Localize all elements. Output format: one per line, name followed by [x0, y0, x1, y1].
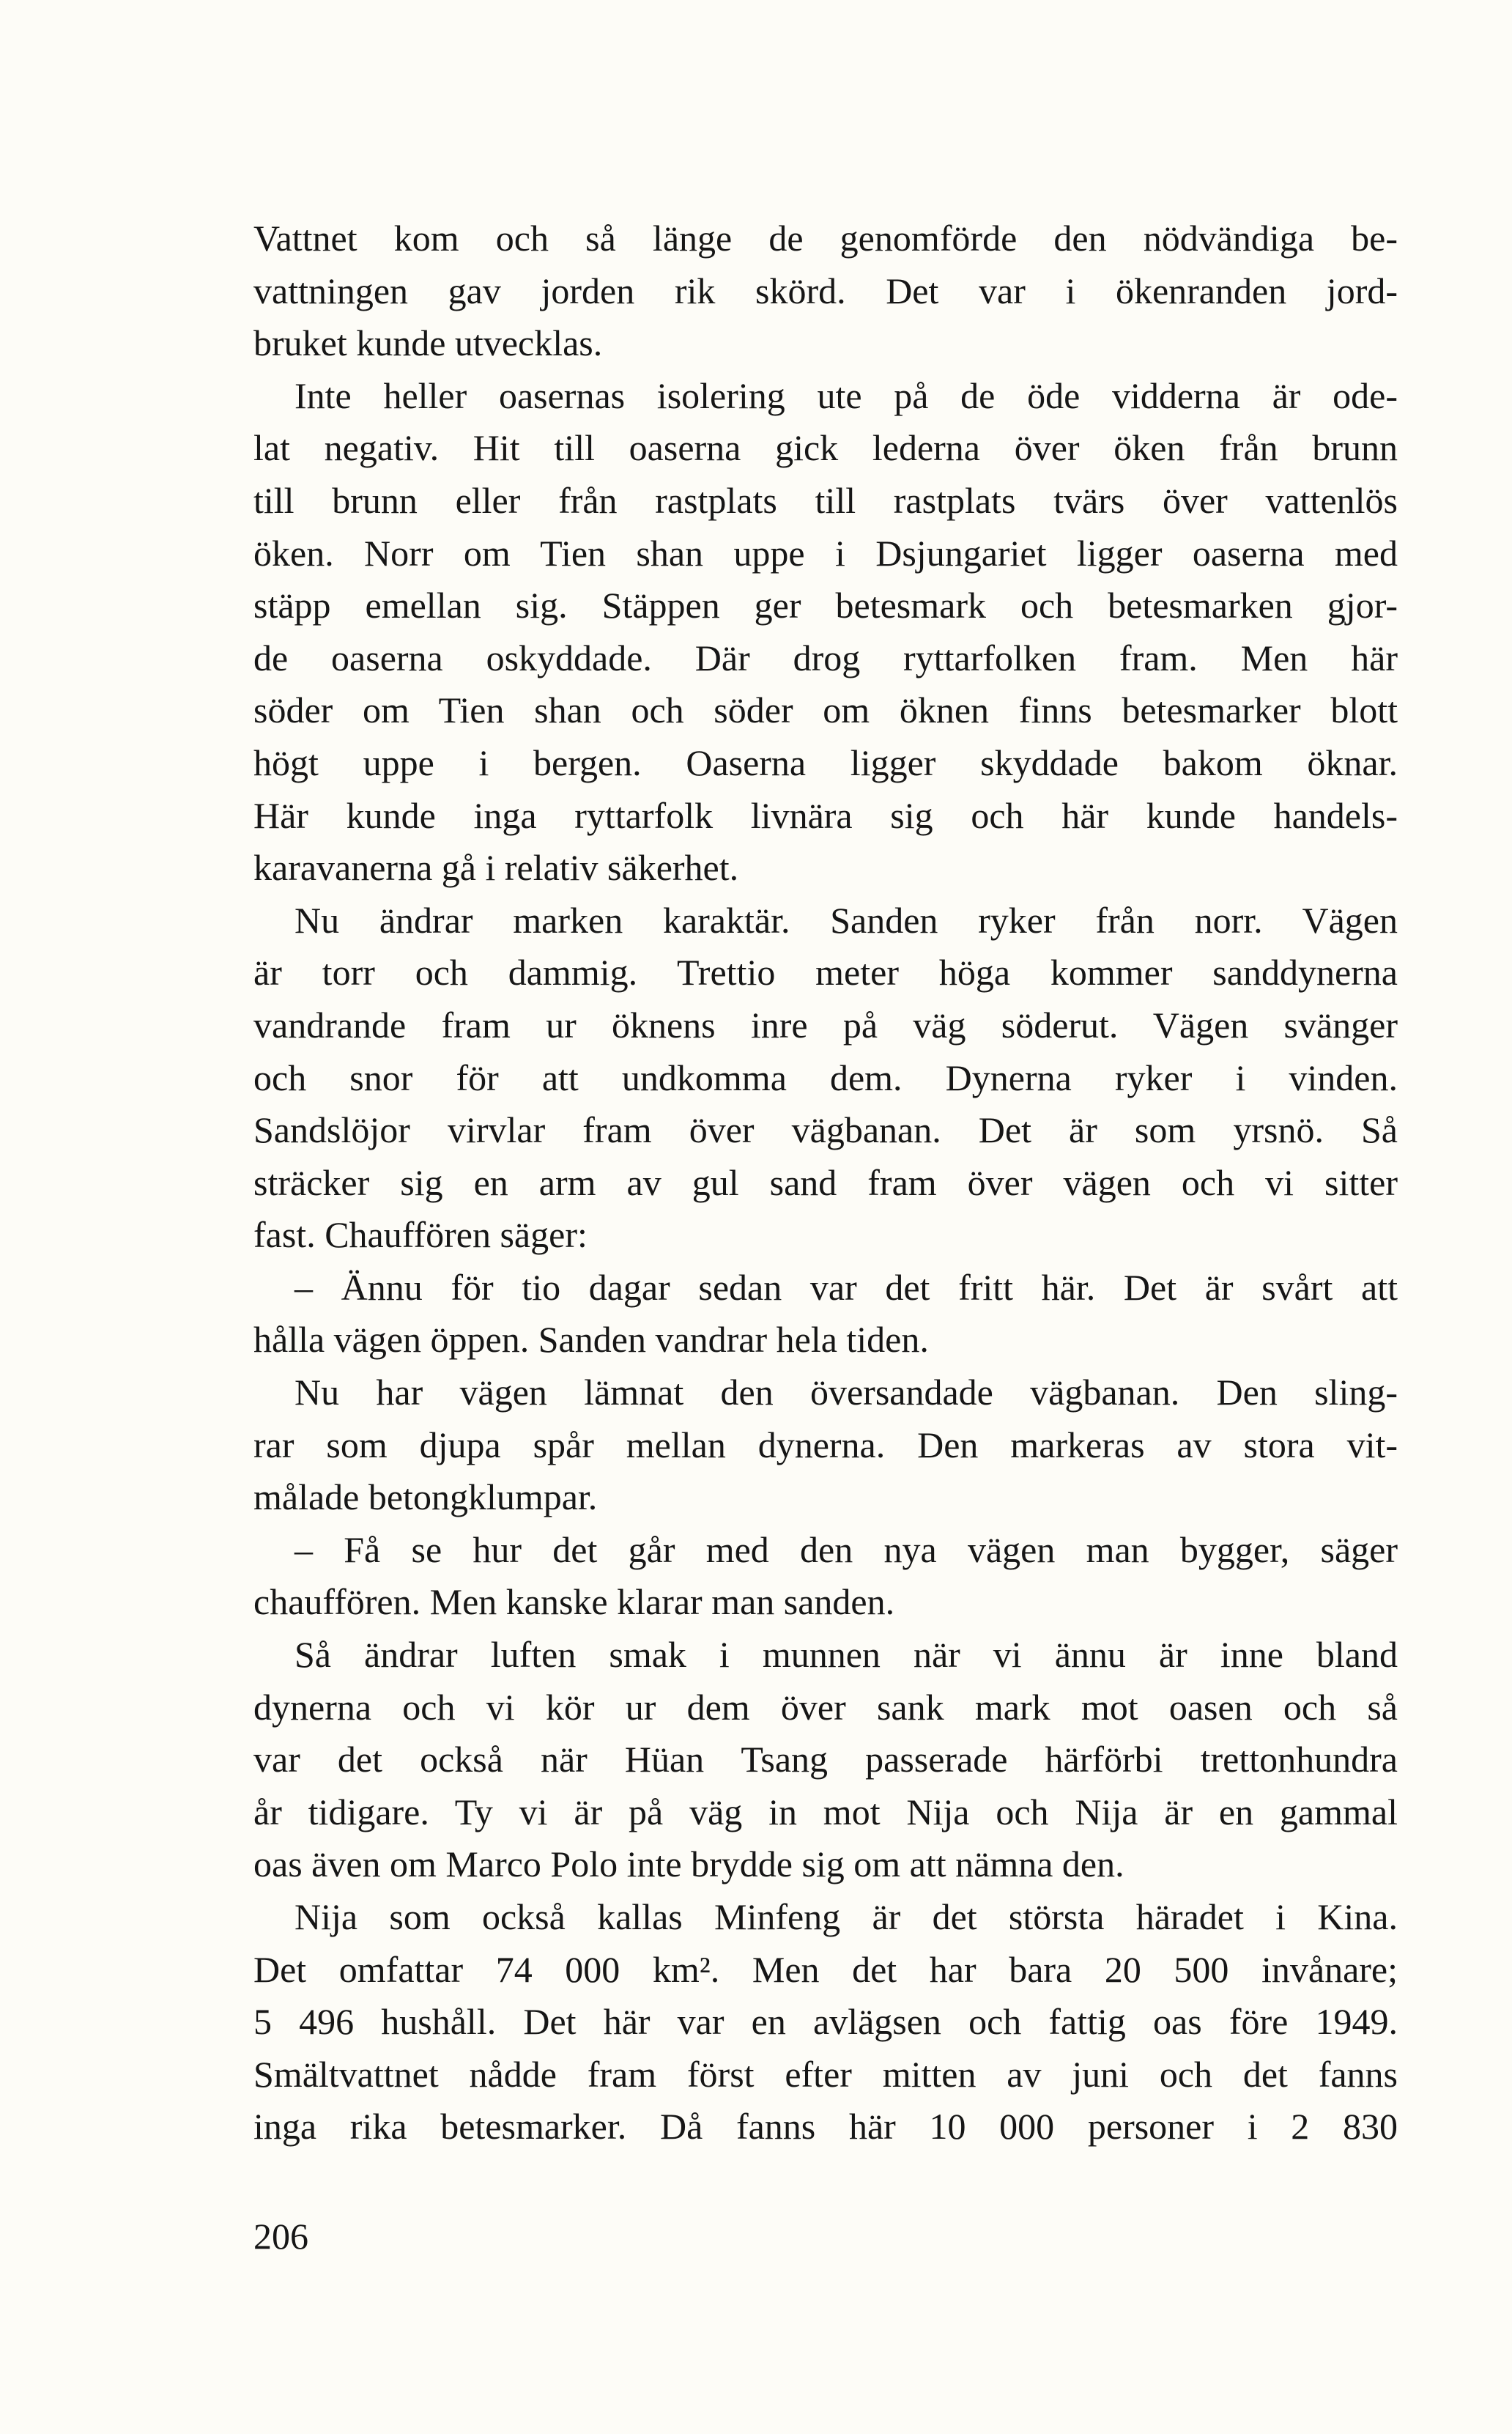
text-line: – Ännu för tio dagar sedan var det fritt här. Det är svårt att — [294, 1266, 1398, 1308]
text-line: söder om Tien shan och söder om öknen finns betesmarker blott — [253, 689, 1398, 731]
text-line: rar som djupa spår mellan dynerna. Den markeras av stora vit- — [253, 1424, 1398, 1465]
text-line: och snor för att undkomma dem. Dynerna ryker i vinden. — [253, 1057, 1398, 1098]
text-line: vattningen gav jorden rik skörd. Det var i ökenranden jord- — [253, 270, 1398, 311]
text-line: Det omfattar 74 000 km². Men det har bara 20 500 invånare; — [253, 1948, 1398, 1990]
text-line: hålla vägen öppen. Sanden vandrar hela tiden. — [253, 1319, 929, 1361]
text-line: Nu har vägen lämnat den översandade vägbanan. Den sling- — [294, 1372, 1398, 1413]
text-line: Här kunde inga ryttarfolk livnära sig och här kunde handels- — [253, 794, 1398, 836]
text-line: öken. Norr om Tien shan uppe i Dsjungariet ligger oaserna med — [253, 532, 1398, 574]
text-line: är torr och dammig. Trettio meter höga kommer sanddynerna — [253, 952, 1398, 994]
text-line: dynerna och vi kör ur dem över sank mark mot oasen och så — [253, 1686, 1398, 1728]
text-line: sträcker sig en arm av gul sand fram över vägen och vi sitter — [253, 1161, 1398, 1203]
page-number: 206 — [253, 2216, 308, 2257]
text-line: målade betongklumpar. — [253, 1476, 598, 1518]
text-line: var det också när Hüan Tsang passerade härförbi trettonhundra — [253, 1739, 1398, 1780]
text-line: år tidigare. Ty vi är på väg in mot Nija och Nija är en gammal — [253, 1791, 1398, 1832]
text-line: – Få se hur det går med den nya vägen man bygger, säger — [294, 1528, 1398, 1570]
text-line: Nu ändrar marken karaktär. Sanden ryker från norr. Vägen — [294, 899, 1398, 941]
text-line: Smältvattnet nådde fram först efter mitten av juni och det fanns — [253, 2053, 1398, 2095]
text-line: karavanerna gå i relativ säkerhet. — [253, 847, 739, 889]
text-line: stäpp emellan sig. Stäppen ger betesmark och betesmarken gjor- — [253, 585, 1398, 626]
text-line: Sandslöjor virvlar fram över vägbanan. Det är som yrsnö. Så — [253, 1109, 1398, 1151]
text-line: de oaserna oskyddade. Där drog ryttarfolken fram. Men här — [253, 637, 1398, 678]
text-line: högt uppe i bergen. Oaserna ligger skyddade bakom öknar. — [253, 741, 1398, 783]
text-line: Så ändrar luften smak i munnen när vi ännu är inne bland — [294, 1634, 1398, 1676]
body-text — [253, 212, 1398, 2153]
text-line: inga rika betesmarker. Då fanns här 10 000 personer i 2 830 — [253, 2106, 1398, 2148]
text-line: vandrande fram ur öknens inre på väg söderut. Vägen svänger — [253, 1004, 1398, 1046]
text-line: oas även om Marco Polo inte brydde sig om att nämna den. — [253, 1843, 1124, 1885]
text-line: chauffören. Men kanske klarar man sanden. — [253, 1581, 895, 1623]
text-line: Vattnet kom och så länge de genomförde den nödvändiga be- — [253, 218, 1398, 259]
text-line: Inte heller oasernas isolering ute på de öde vidderna är ode- — [294, 374, 1398, 416]
text-line: fast. Chauffören säger: — [253, 1214, 588, 1256]
text-line: lat negativ. Hit till oaserna gick lederna över öken från brunn — [253, 427, 1398, 469]
text-line: 5 496 hushåll. Det här var en avlägsen och fattig oas före 1949. — [253, 2001, 1398, 2043]
text-line: Nija som också kallas Minfeng är det största häradet i Kina. — [294, 1896, 1398, 1937]
text-line: bruket kunde utvecklas. — [253, 322, 603, 364]
text-line: till brunn eller från rastplats till rastplats tvärs över vattenlös — [253, 479, 1398, 521]
